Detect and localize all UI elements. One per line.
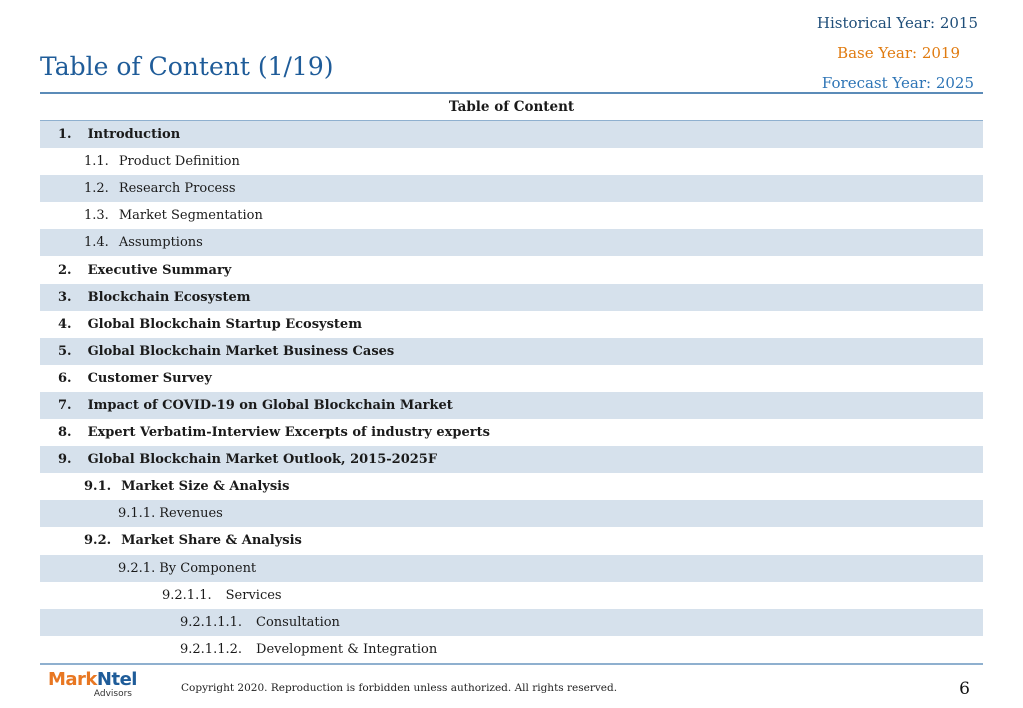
- toc-row: [40, 527, 983, 554]
- toc-row: [40, 419, 983, 446]
- toc-row: [40, 284, 983, 311]
- toc-row-label: Executive Summary: [87, 262, 232, 278]
- toc-row-label: Global Blockchain Market Outlook, 2015-2025F: [87, 452, 438, 468]
- toc-row-label: Product Definition: [118, 154, 240, 170]
- toc-row-label: Revenues: [159, 506, 223, 522]
- toc-row-label: Research Process: [118, 181, 236, 197]
- toc-row: [40, 311, 983, 338]
- copyright-notice: Copyright 2020. Reproduction is forbidden unless authorized. All rights reserved.: [181, 682, 618, 694]
- toc-row: [40, 148, 983, 175]
- toc-row: [40, 609, 983, 636]
- toc-row-label: Global Blockchain Market Business Cases: [87, 343, 395, 359]
- toc-row: [40, 338, 983, 365]
- toc-row: [40, 636, 983, 663]
- toc-row-number: 1.4.: [84, 235, 109, 251]
- toc-row: [40, 365, 983, 392]
- toc-row-number: 4.: [58, 316, 72, 332]
- toc-row: [40, 473, 983, 500]
- toc-row-label: Global Blockchain Startup Ecosystem: [87, 316, 362, 332]
- toc-row-label: Assumptions: [118, 235, 203, 251]
- logo-mark-text: Mark: [48, 669, 97, 690]
- toc-row-label: Development & Integration: [256, 641, 438, 657]
- historical-year: Historical Year: 2015: [816, 14, 978, 32]
- toc-row: [40, 229, 983, 256]
- toc-row-label: Blockchain Ecosystem: [87, 289, 251, 305]
- toc-row-number: 9.1.: [84, 479, 112, 495]
- toc-row-label: Market Segmentation: [118, 208, 263, 224]
- toc-row-number: 1.3.: [84, 208, 109, 224]
- toc-row: [40, 121, 983, 148]
- toc-row-number: 9.2.1.: [118, 560, 156, 576]
- toc-row: [40, 555, 983, 582]
- toc-heading: Table of Content: [40, 94, 983, 121]
- toc-row: [40, 202, 983, 229]
- table-of-content: [40, 92, 983, 665]
- forecast-year: Forecast Year: 2025: [821, 74, 974, 92]
- toc-rows: [40, 121, 983, 663]
- toc-row-label: Services: [225, 587, 282, 603]
- logo-ntel-text: Ntel: [96, 669, 137, 690]
- toc-row-number: 3.: [58, 289, 72, 305]
- toc-row-number: 5.: [58, 343, 72, 359]
- base-year: Base Year: 2019: [837, 44, 960, 62]
- toc-row-label: Impact of COVID-19 on Global Blockchain Market: [87, 397, 453, 413]
- toc-row-number: 7.: [58, 397, 72, 413]
- toc-row-number: 9.2.: [84, 533, 112, 549]
- toc-row-number: 9.2.1.1.2.: [180, 641, 243, 657]
- logo-wordmark: [48, 671, 138, 689]
- toc-row-number: 1.1.: [84, 154, 109, 170]
- toc-row-label: Introduction: [87, 127, 181, 143]
- marknetl-logo: [48, 671, 138, 699]
- toc-row-number: 9.2.1.1.1.: [180, 614, 243, 630]
- logo-subtitle: Advisors: [93, 689, 132, 699]
- toc-row-number: 9.1.1.: [118, 506, 156, 522]
- year-info: [817, 8, 978, 98]
- toc-row: [40, 582, 983, 609]
- toc-row-number: 1.2.: [84, 181, 109, 197]
- toc-row: [40, 446, 983, 473]
- toc-row: [40, 256, 983, 283]
- toc-row-label: Market Size & Analysis: [121, 479, 290, 495]
- toc-row-number: 9.2.1.1.: [162, 587, 212, 603]
- toc-row-number: 1.: [58, 127, 72, 143]
- toc-row-label: Expert Verbatim-Interview Excerpts of industry experts: [87, 425, 490, 441]
- toc-row-label: Market Share & Analysis: [121, 533, 302, 549]
- toc-row: [40, 500, 983, 527]
- toc-row: [40, 392, 983, 419]
- toc-row-label: Consultation: [256, 614, 340, 630]
- toc-row-label: Customer Survey: [87, 370, 212, 386]
- page-number: 6: [959, 679, 970, 699]
- toc-row-number: 6.: [58, 370, 72, 386]
- toc-row-label: By Component: [159, 560, 257, 576]
- toc-row-number: 2.: [58, 262, 72, 278]
- toc-row: [40, 175, 983, 202]
- toc-row-number: 8.: [58, 425, 72, 441]
- toc-row-number: 9.: [58, 452, 72, 468]
- page-title: Table of Content (1/19): [40, 52, 334, 81]
